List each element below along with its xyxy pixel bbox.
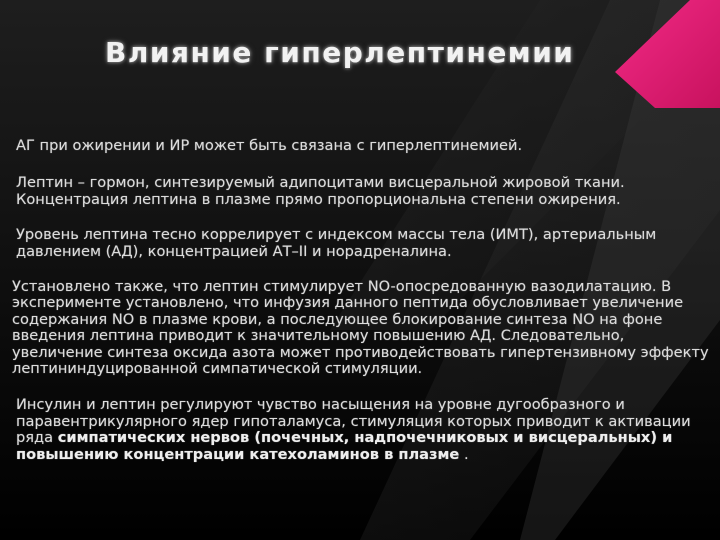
slide-title: Влияние гиперлептинемии (105, 36, 575, 69)
paragraph-5-end: . (463, 445, 469, 463)
paragraph-1: АГ при ожирении и ИР может быть связана с гиперлептинемией. (16, 137, 523, 154)
slide-body (12, 138, 712, 482)
paragraph-4: Установлено также, что лептин стимулирует NO-опосредованную вазодилатацию. В эксперименте установлено, что инфузия данного пептида обусловливает увеличение содержания NO в плазме крови, а последующее блокирование синтеза NO на фоне введения лептина приводит к значительному повышению АД. Следовательно, увеличение синтеза оксида азота может противодействовать гипертензивному эффекту лептининдуцированной симпатической стимуляции. (12, 278, 709, 378)
paragraph-5-text: Инсулин и лептин регулируют чувство насыщения на уровне дугообразного и паравентрикулярного ядер гипоталамуса, стимуляция которых приводит к активации ряда (16, 396, 691, 447)
paragraph-5 (12, 397, 712, 463)
paragraph-5-bold-text: симпатических нервов (почечных, надпочечниковых и висцеральных) и повышению концентрации катехоламинов в плазме (16, 429, 673, 463)
paragraph-2: Лептин – гормон, синтезируемый адипоцитами висцеральной жировой ткани. Концентрация лептина в плазме прямо пропорциональна степени ожирения. (16, 174, 625, 208)
paragraph-3: Уровень лептина тесно коррелирует с индексом массы тела (ИМТ), артериальным давлением (АД), концентрацией АТ–II и норадреналина. (16, 226, 657, 260)
